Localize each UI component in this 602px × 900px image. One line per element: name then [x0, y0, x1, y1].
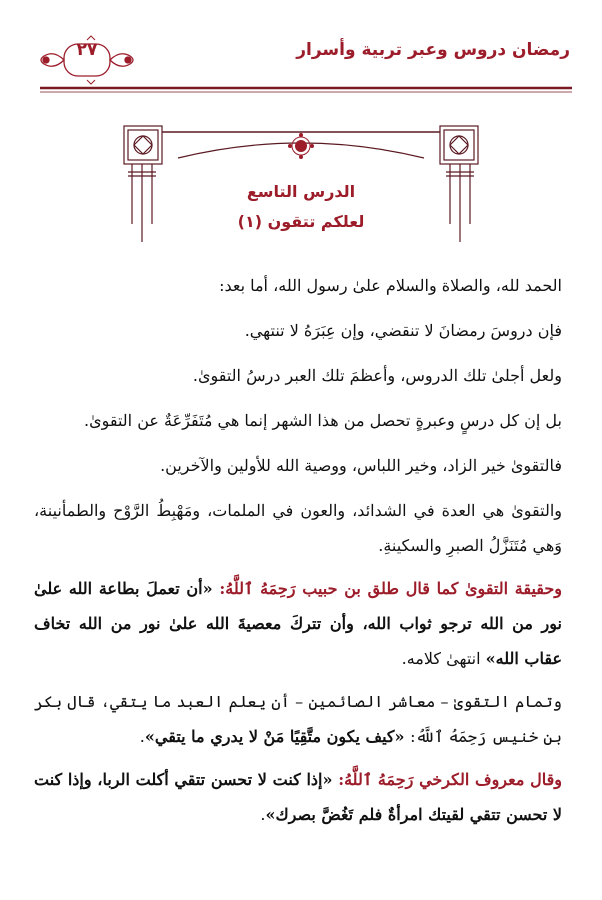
paragraph-3: ولعل أجلىٰ تلك الدروس، وأعظمَ تلك العبر درسُ التقوىٰ.	[192, 366, 562, 385]
quote-text: «أن تعملَ بطاعة الله علىٰ نور من الله ترجو ثواب الله، وأن تتركَ معصيةَ الله علىٰ نور من الله تخاف عقاب الله»	[34, 579, 562, 668]
paragraph-8	[34, 684, 562, 754]
page-number: ٢٧	[76, 40, 98, 60]
paragraph-7	[34, 571, 562, 676]
quote-text: «كيف يكون متَّقِيًا مَنْ لا يدري ما يتقي»	[144, 727, 411, 746]
quote-intro: وحقيقة التقوىٰ كما قال طلق بن حبيب رَحِمَهُ ٱللَّهُ:	[219, 579, 563, 598]
paragraph-8-text: وتمام التقوىٰ – معاشر الصائمين – أن يعلم العبد ما يتقي، قال بكر بن خنيس رَحِمَهُ ٱللَّهُ:	[34, 692, 562, 746]
running-title: رمضان دروس وعبر تربية وأسرار	[296, 40, 570, 60]
flower-ornament-icon	[288, 133, 314, 159]
paragraph-2: فإن دروسَ رمضانَ لا تنقضي، وإن عِبَرَهُ لا تنتهي.	[244, 321, 562, 340]
paragraph-5: فالتقوىٰ خير الزاد، وخير اللباس، ووصية الله للأولين والآخرين.	[160, 456, 562, 475]
paragraph-9	[34, 762, 562, 832]
quote-tail: انتهىٰ كلامه.	[401, 649, 486, 668]
paragraph-8-end: .	[139, 727, 145, 746]
paragraph-6: والتقوىٰ هي العدة في الشدائد، والعون في الملمات، ومَهْبِطُ الرَّوْح والطمأنينة، وَهي مُتَنَزَّلُ الصبرِ والسكينةِ.	[34, 501, 562, 555]
lesson-subtitle: لعلكم تتقون (١)	[237, 212, 365, 231]
quote-intro: وقال معروف الكرخي رَحِمَهُ ٱللَّهُ:	[338, 770, 562, 789]
paragraph-4: بل إن كل درسٍ وعبرةٍ تحصل من هذا الشهر إنما هي مُتَفَرِّعَةٌ عن التقوىٰ.	[84, 411, 562, 430]
paragraph-9-end: .	[260, 805, 266, 824]
lesson-title: الدرس التاسع	[246, 182, 356, 201]
paragraph-1: الحمد لله، والصلاة والسلام علىٰ رسول الله، أما بعد:	[219, 276, 562, 295]
body-text	[34, 268, 562, 832]
quote-text: «إذا كنت لا تحسن تتقي أكلت الربا، وإذا كنت لا تحسن تتقي لقيتك امرأةٌ فلم تَغُضَّ بصرك»	[34, 770, 562, 824]
